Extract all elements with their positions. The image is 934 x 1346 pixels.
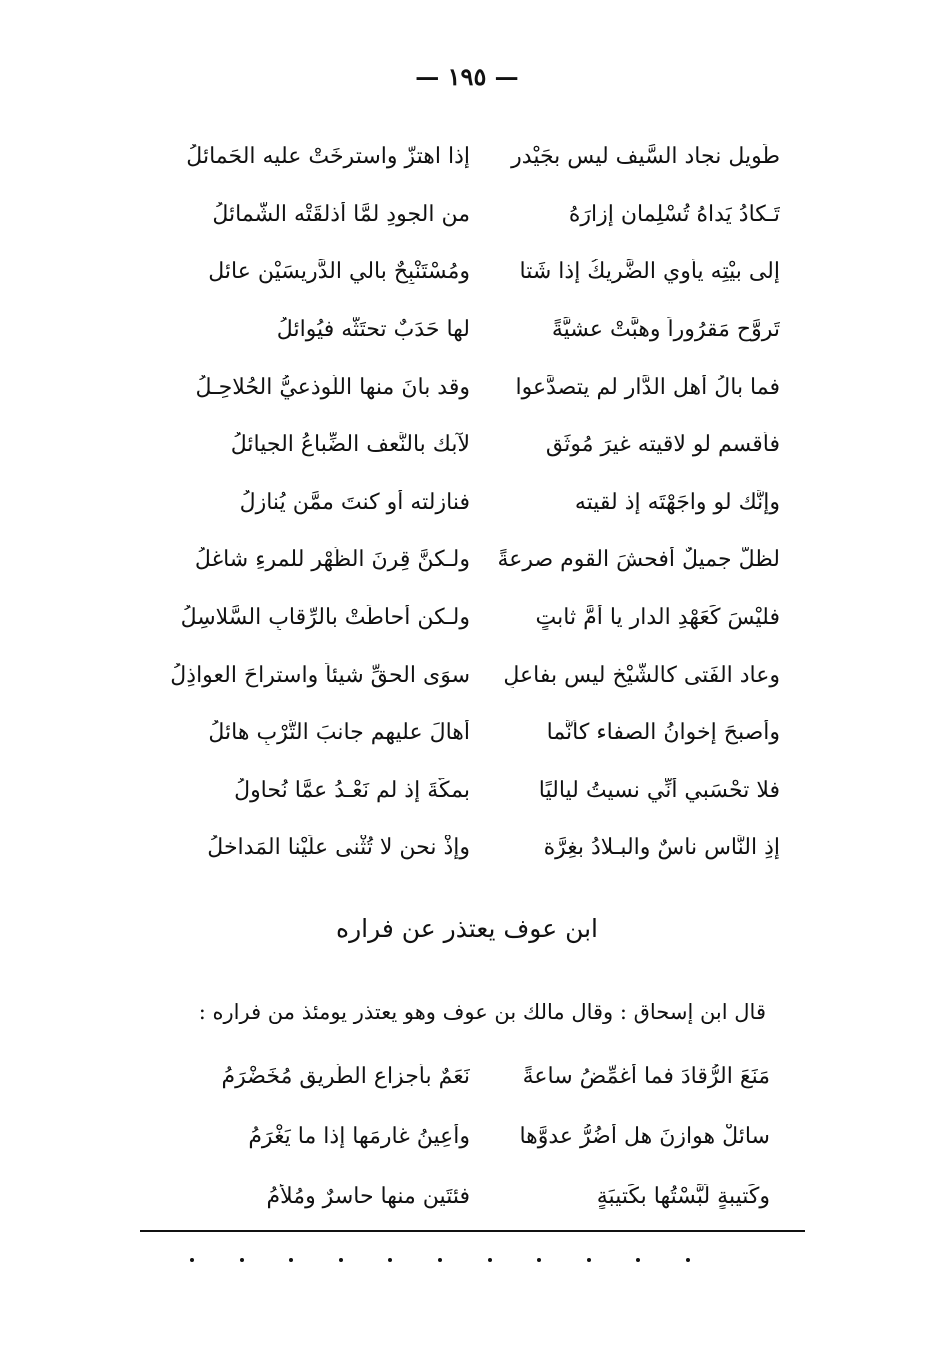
- first-hemistich: تَروَّح مَقرُوراً وهبَّتْ عشيَّةً: [551, 317, 780, 343]
- second-hemistich: سوَى الحقِّ شيئاً واستراحَ العواذِلُ: [170, 662, 470, 688]
- second-hemistich: وأُعِينُ غارمَها إذا ما يَغْرَمُ: [248, 1123, 470, 1149]
- first-hemistich: طَويل نجاد السَّيف ليس بجَيْدر: [511, 144, 780, 170]
- first-hemistich: فليْسَ كَعَهْدِ الدار يا أُمَّ ثابتٍ: [535, 605, 780, 631]
- second-hemistich: ومُسْتَنْبِحٌ بالي الدَّرِيسَيْن عائل: [208, 259, 470, 285]
- dot: [240, 1258, 244, 1262]
- second-hemistich: نَعَمٌ بأجزاعِ الطَّريقِ مُخَضْرَمُ: [221, 1063, 470, 1089]
- first-hemistich: فأُقسم لو لاقيته غيرَ مُوثَق: [545, 432, 780, 458]
- footer-rule: [140, 1230, 805, 1232]
- intro-text: قال ابن إسحاق : وقال مالك بن عوف وهو يعتذر يومئذ من فراره :: [198, 1000, 766, 1024]
- verse-line: [150, 531, 780, 589]
- second-poem-block: [170, 1046, 770, 1226]
- verse-line: [150, 243, 780, 301]
- second-hemistich: فئتَين منها حاسرٌ ومُلأَّمُ: [266, 1183, 470, 1209]
- second-hemistich: وإذْ نحن لا تُثْنى علَيْنا المَداخلُ: [207, 835, 470, 861]
- second-hemistich: وقد بانَ منها اللَّوذعيُّ الحُلاحِـلُ: [195, 374, 470, 400]
- footnote-dots: [190, 1258, 690, 1262]
- second-hemistich: لآبك بالنَّعف الضِّباعُ الجيائلُ: [230, 432, 470, 458]
- dot: [388, 1258, 392, 1262]
- verse-line: [170, 1106, 770, 1166]
- dot: [686, 1258, 690, 1262]
- verse-line: [150, 358, 780, 416]
- section-title: ابن عوف يعتذر عن فراره: [335, 914, 599, 943]
- verse-line: [150, 704, 780, 762]
- second-hemistich: من الجودِ لمَّا أذلقَتْه الشَّمائلُ: [212, 201, 470, 227]
- dot: [289, 1258, 293, 1262]
- verse-line: [150, 589, 780, 647]
- second-hemistich: ولـكن أحاطَتْ بالرِّقابِ السَّلاسِلُ: [180, 605, 470, 631]
- verse-line: [150, 128, 780, 186]
- first-hemistich: وكَتيبةٍ لَبَّسْتُها بكَتيبَةٍ: [596, 1183, 770, 1209]
- second-hemistich: إذا اهتزّ واسترخَتْ عليه الحَمائلُ: [186, 144, 470, 170]
- dot: [537, 1258, 541, 1262]
- first-hemistich: إلى بيْتِه يأوِي الضَّريكُ إذا شَتا: [519, 259, 780, 285]
- verse-line: [150, 819, 780, 877]
- second-hemistich: أهالَ عليهم جانبَ التُّرْبِ هائلُ: [208, 720, 470, 746]
- first-hemistich: تَـكادُ يَداهُ تُسْلِمان إزارَهُ: [568, 201, 780, 227]
- dot: [587, 1258, 591, 1262]
- verse-line: [150, 646, 780, 704]
- dot: [190, 1258, 194, 1262]
- second-hemistich: ولـكنَّ قِرنَ الظَّهْر للمرءِ شاغلُ: [194, 547, 470, 573]
- verse-line: [170, 1166, 770, 1226]
- second-hemistich: فنازلته أو كنتَ ممَّن يُنازِلُ: [239, 489, 470, 515]
- first-hemistich: مَنَعَ الرُّقادَ فما أُغمِّضُ ساعةً: [522, 1063, 770, 1089]
- verse-line: [150, 474, 780, 532]
- first-hemistich: لظلَّ جميلٌ أفحشَ القومِ صرعةً: [497, 547, 780, 573]
- second-hemistich: لها حَدَبٌ تحتَثُّه فيُوائلُ: [276, 317, 470, 343]
- poem-block: [150, 128, 780, 877]
- verse-line: [150, 416, 780, 474]
- first-hemistich: فما بالُ أهل الدَّار لم يتصدَّعوا: [515, 374, 780, 400]
- second-hemistich: بمكَّةَ إذ لم نَعْـدُ عمَّا نُحاولُ: [234, 777, 470, 803]
- first-hemistich: سائلْ هوازنَ هل أضُرُّ عدوَّها: [519, 1123, 770, 1149]
- dot: [438, 1258, 442, 1262]
- verse-line: [150, 301, 780, 359]
- verse-line: [170, 1046, 770, 1106]
- first-hemistich: فلا تحْسَبي أنِّي نسيتُ لياليًا: [538, 777, 780, 803]
- first-hemistich: وعاد الفَتى كالشَّيْخ ليس بفاعلٍ: [503, 662, 780, 688]
- first-hemistich: وإنَّك لو واجَهْتَه إذ لقيته: [574, 489, 780, 515]
- dot: [488, 1258, 492, 1262]
- first-hemistich: إذِ النَّاس ناسٌ والبـلادُ بغِرَّة: [543, 835, 780, 861]
- dot: [339, 1258, 343, 1262]
- verse-line: [150, 186, 780, 244]
- dot: [636, 1258, 640, 1262]
- verse-line: [150, 762, 780, 820]
- page-number: — ١٩٥ —: [415, 62, 519, 91]
- first-hemistich: وأصبحَ إخوانُ الصفاء كأنَّما: [546, 720, 780, 746]
